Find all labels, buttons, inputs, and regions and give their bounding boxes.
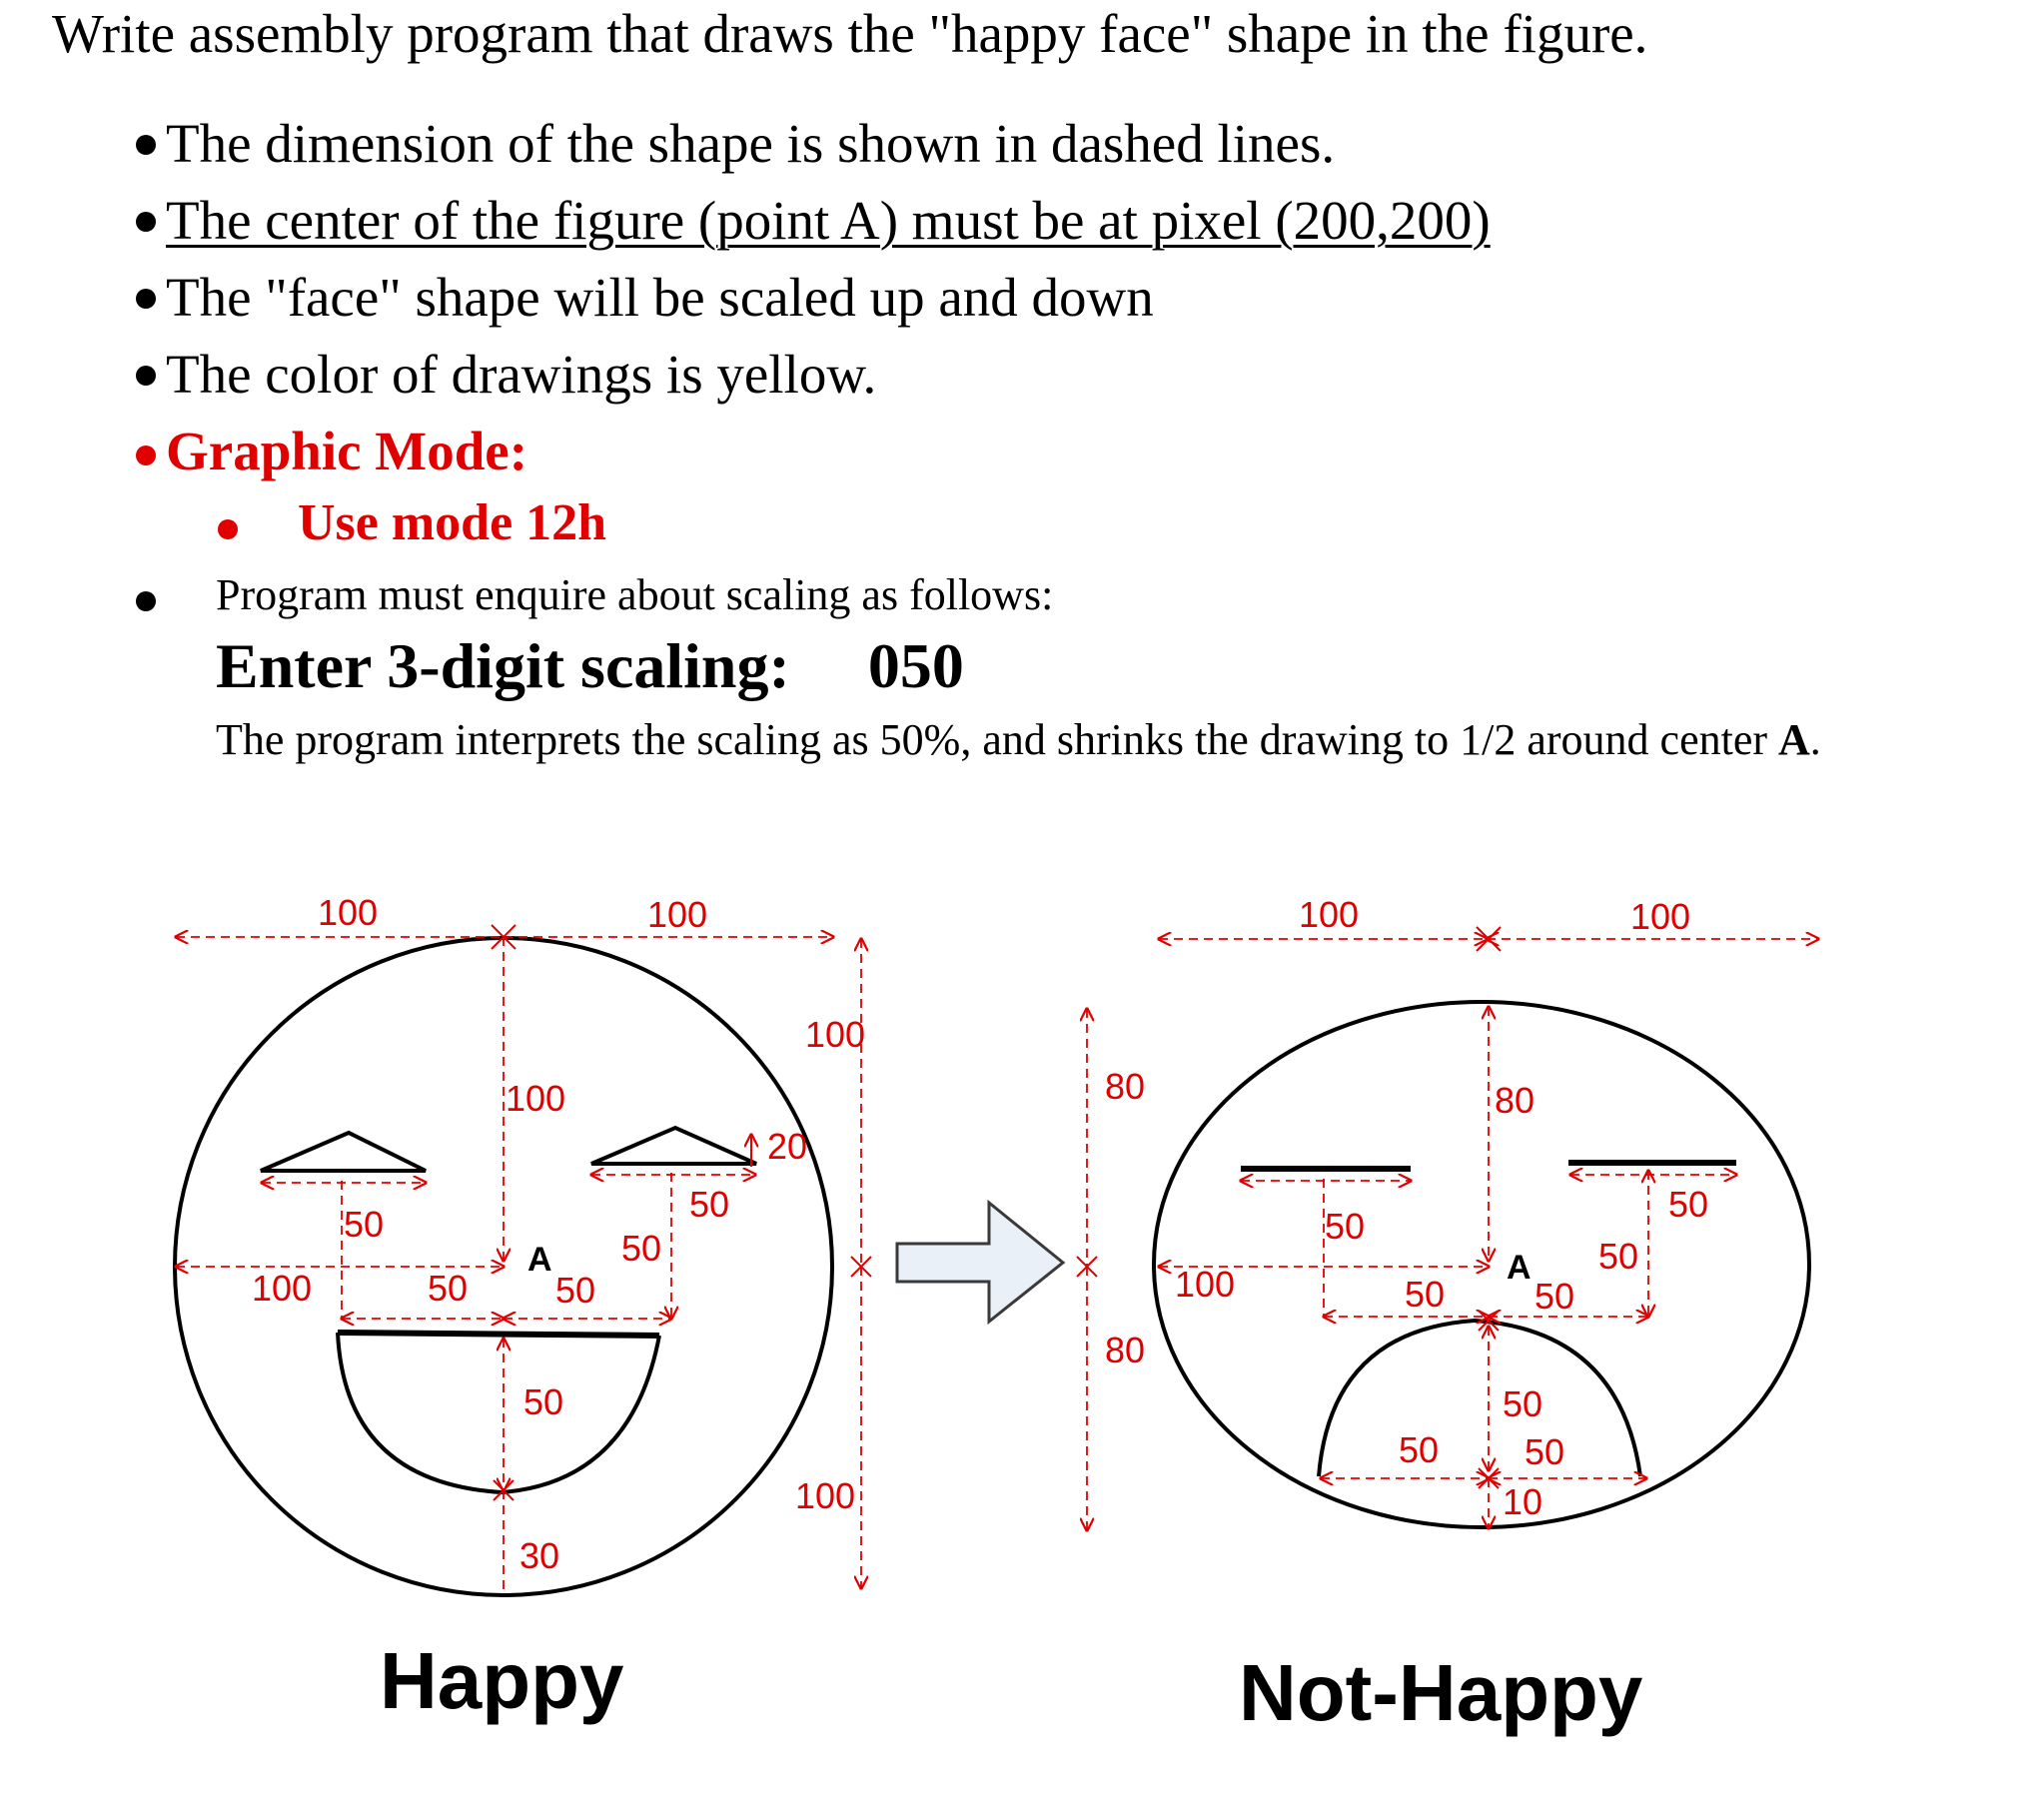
scaling-prompt-label: Enter 3-digit scaling:: [216, 630, 790, 701]
not-happy-face-outline: [1154, 1002, 1809, 1527]
happy-right-eye: [591, 1128, 756, 1164]
happy-dim-label: 50: [428, 1268, 469, 1309]
bullet-dot: [136, 212, 156, 232]
not-happy-dim-label: 50: [1668, 1184, 1709, 1225]
bullet-scaling: The "face" shape will be scaled up and down: [166, 267, 1154, 328]
happy-dim-label: 50: [689, 1184, 730, 1225]
happy-dim-label: 100: [252, 1268, 313, 1309]
not-happy-dim-label: 100: [1299, 894, 1360, 935]
enquire-text: Program must enquire about scaling as follows:: [216, 570, 1054, 619]
happy-dim-label: 50: [555, 1270, 596, 1311]
bullet-dot: [136, 366, 156, 386]
not-happy-dim-label: 80: [1105, 1330, 1146, 1370]
happy-mouth-curve: [338, 1333, 659, 1492]
bullet-dot: [136, 289, 156, 309]
bullet-dimension: The dimension of the shape is shown in dashed lines.: [166, 113, 1336, 174]
not-happy-face-diagram: [1077, 894, 1818, 1737]
not-happy-dim-label: 50: [1503, 1383, 1543, 1424]
not-happy-mouth: [1319, 1321, 1640, 1476]
not-happy-dim-label: 50: [1325, 1206, 1366, 1247]
happy-left-eye: [261, 1133, 426, 1171]
not-happy-dim-label: 50: [1525, 1431, 1565, 1472]
happy-center-a: A: [527, 1241, 552, 1279]
faces-figure: [0, 849, 2044, 1801]
graphic-mode-sub: Use mode 12h: [298, 494, 607, 551]
happy-caption: Happy: [380, 1636, 624, 1725]
happy-mouth-top: [338, 1333, 659, 1336]
happy-dim-label: 20: [767, 1126, 808, 1167]
happy-face-diagram: [175, 892, 871, 1725]
not-happy-dim-label: 50: [1405, 1274, 1446, 1315]
scaling-prompt-value: 050: [867, 630, 964, 701]
graphic-mode-label: Graphic Mode:: [166, 421, 528, 481]
not-happy-dim-label: 50: [1534, 1276, 1575, 1317]
bullet-color: The color of drawings is yellow.: [166, 344, 877, 405]
not-happy-dim-label: 80: [1105, 1066, 1146, 1107]
happy-dim-label: 50: [344, 1204, 385, 1245]
interpret-text-center: A: [1778, 715, 1810, 764]
interpret-text-main: The program interprets the scaling as 50%, and shrinks the drawing to 1/2 around center: [216, 715, 1778, 764]
happy-dim-label: 30: [519, 1535, 560, 1576]
not-happy-dim-label: 50: [1598, 1236, 1639, 1277]
not-happy-dim-label: 100: [1175, 1264, 1236, 1305]
happy-dim-label: 100: [318, 892, 379, 933]
bullet-center: The center of the figure (point A) must be at pixel (200,200): [166, 190, 1491, 251]
happy-dim-label: 50: [621, 1228, 662, 1269]
not-happy-dim-label: 10: [1503, 1481, 1543, 1522]
happy-dim-label: 50: [523, 1381, 564, 1422]
transform-arrow-icon: [897, 1203, 1063, 1322]
interpret-text: [216, 714, 1821, 765]
happy-dim-label: 100: [647, 894, 708, 935]
happy-dim-label: 100: [795, 1475, 856, 1516]
not-happy-dim-label: 50: [1399, 1429, 1440, 1470]
not-happy-dim-label: 100: [1630, 896, 1691, 937]
question-title: Write assembly program that draws the "happy face" shape in the figure.: [52, 3, 1648, 64]
scaling-prompt: [216, 629, 964, 703]
bullet-dot: [136, 135, 156, 155]
bullet-dot: [136, 446, 156, 465]
not-happy-caption: Not-Happy: [1239, 1648, 1643, 1737]
interpret-text-end: .: [1809, 715, 1821, 764]
bullet-dot: [136, 591, 156, 611]
happy-dim-label: 100: [506, 1078, 566, 1119]
not-happy-center-a: A: [1507, 1249, 1532, 1287]
not-happy-dim-label: 80: [1495, 1080, 1535, 1121]
bullet-dot: [218, 519, 238, 539]
happy-dim-label: 100: [805, 1014, 866, 1055]
